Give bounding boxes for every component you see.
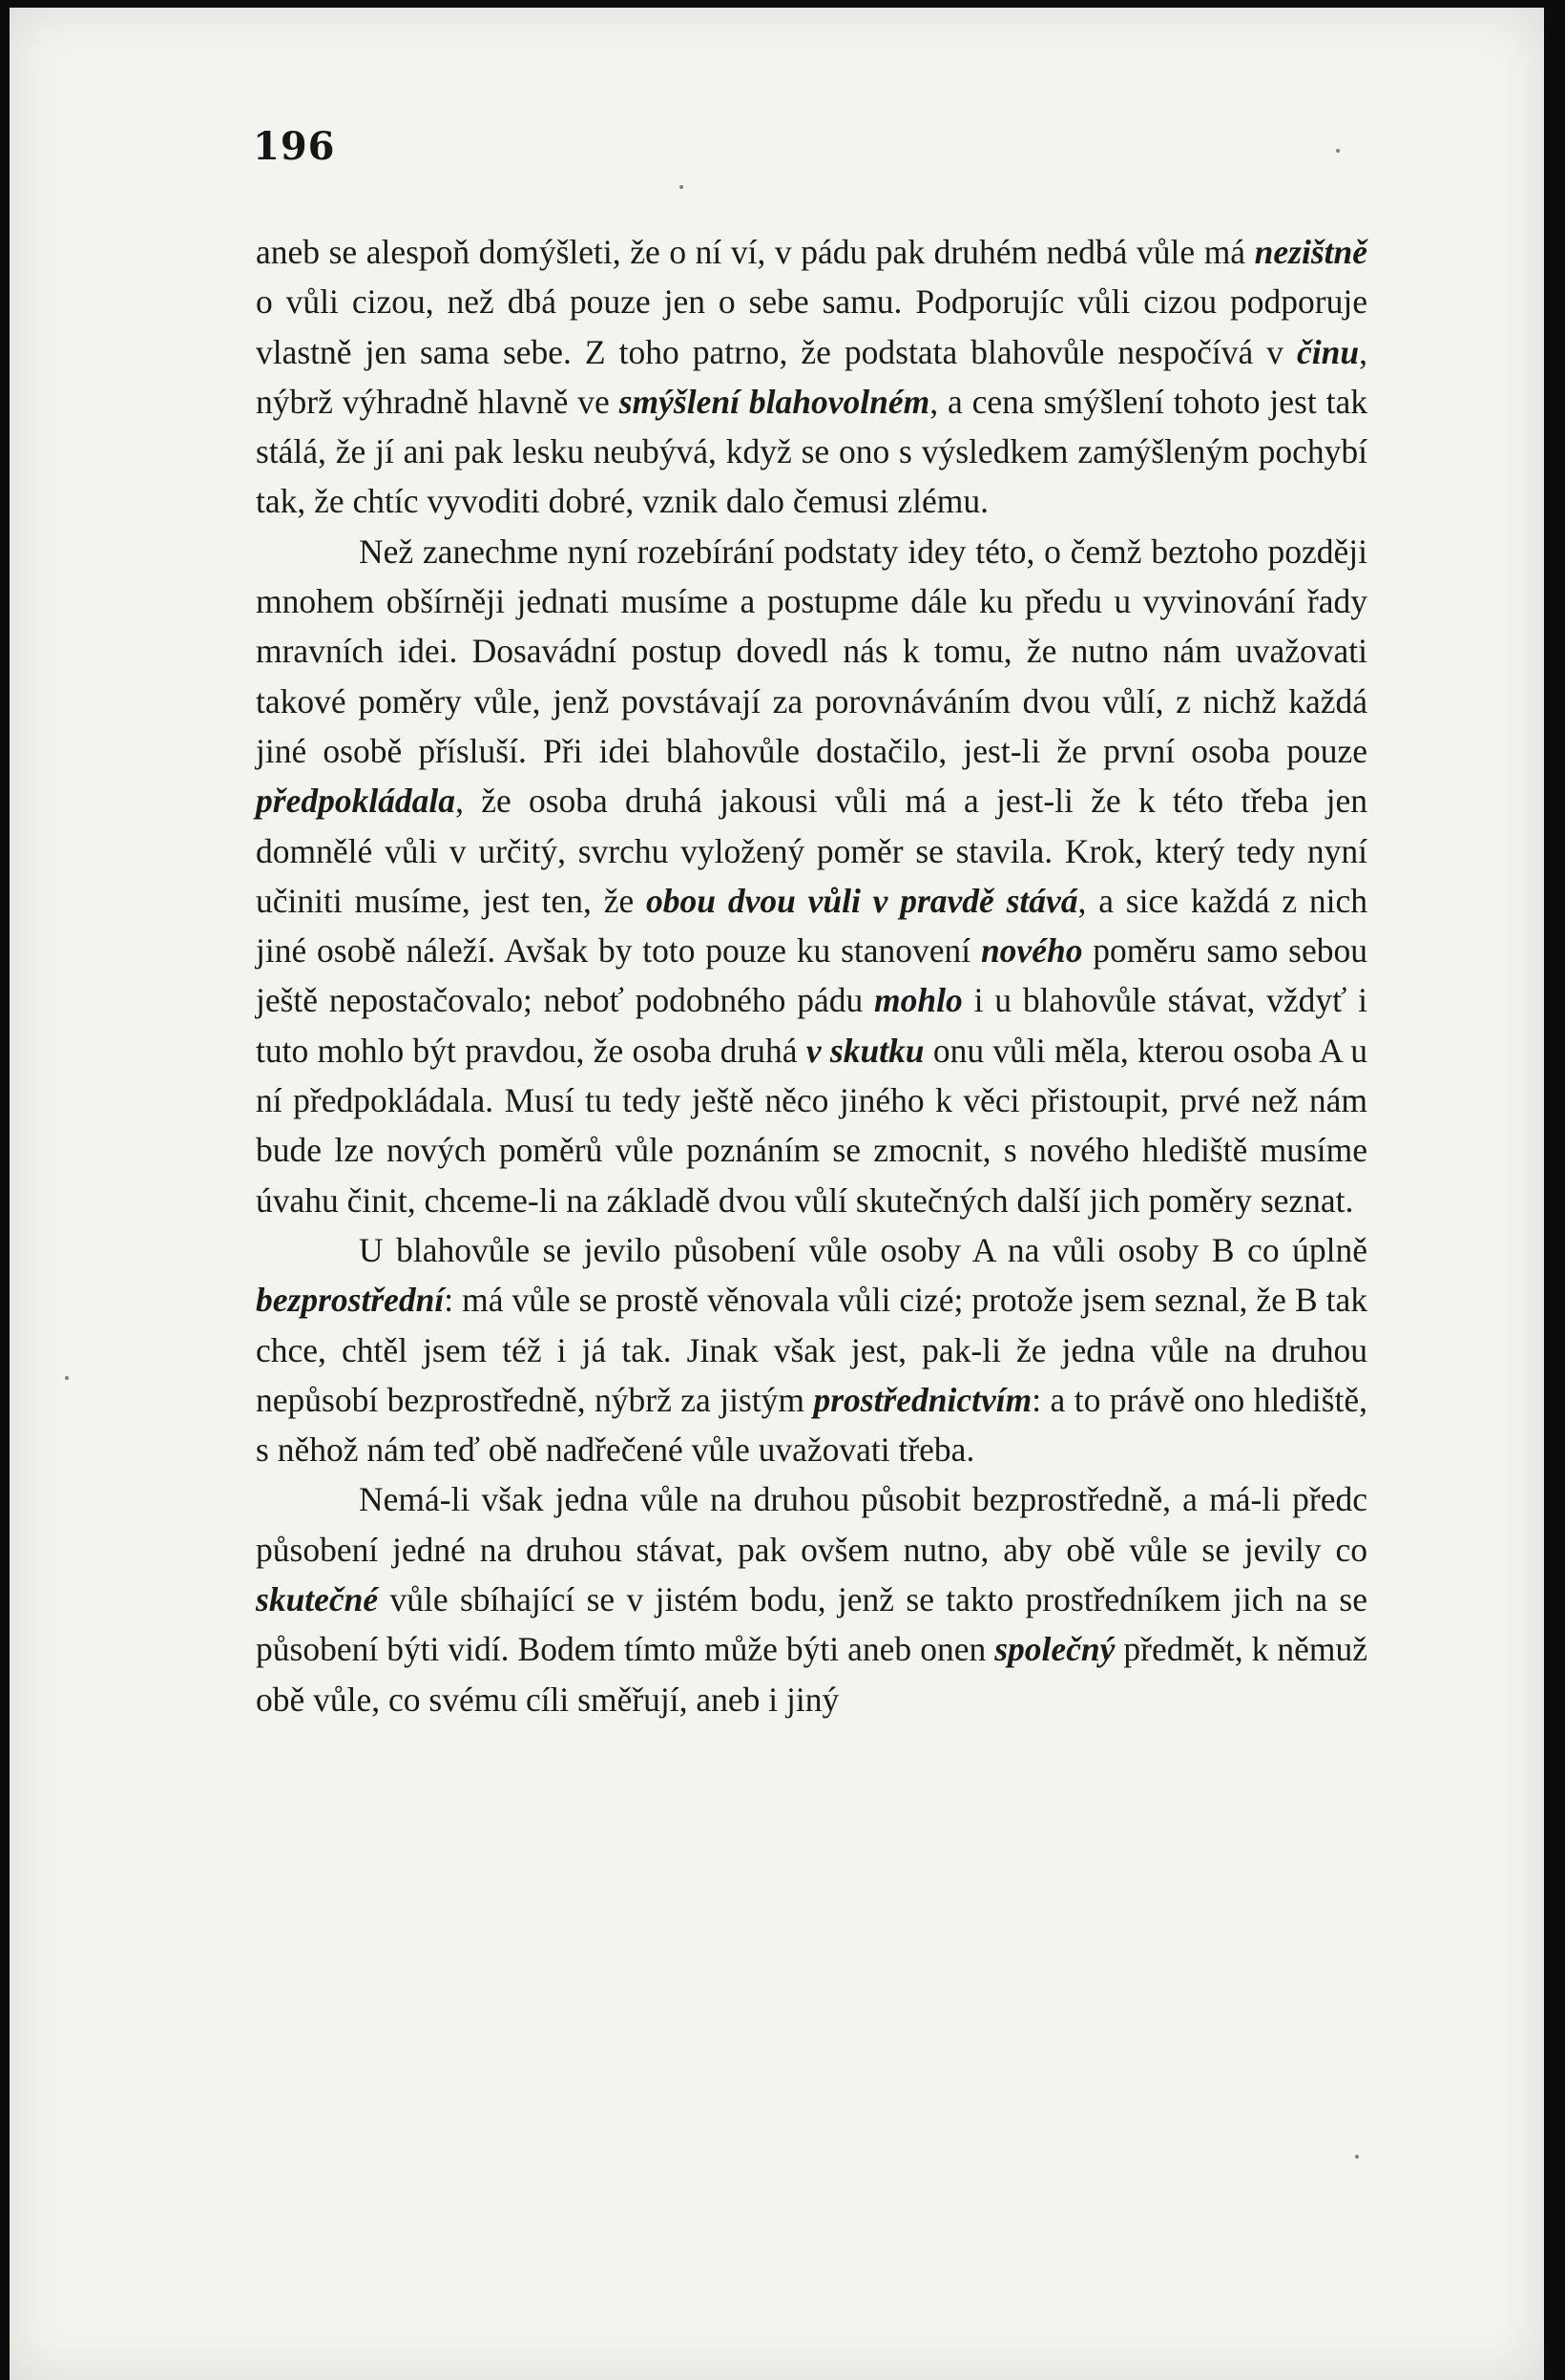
emphasized-text: skutečné	[256, 1580, 379, 1619]
text-run: o vůli cizou, než dbá pouze jen o sebe samu. Podporujíc vůli cizou podporuje vlastně jen sama sebe. Z toho patrno, že podstata blahovůle nespočívá v	[256, 282, 1367, 371]
book-page	[10, 8, 1544, 2380]
emphasized-text: smýšlení blahovolném	[618, 382, 930, 421]
text-run: onu vůli měla, kterou osoba A u ní předpokládala. Musí tu tedy ještě něco jiného k věci přistoupit, prvé než nám bude lze nových poměrů vůle poznáním se zmocnit, s nového hlediště musíme úvahu činit, chceme-li na základě dvou vůlí skutečných další jich poměry seznat.	[256, 1031, 1367, 1220]
emphasized-text: společný	[994, 1630, 1116, 1669]
text-run: , nýbrž výhradně hlavně ve	[256, 332, 1367, 421]
text-run: , a sice každá z nich jiné osobě náleží. Avšak by toto pouze ku stanovení	[256, 881, 1367, 971]
text-run: aneb se alespoň domýšleti, že o ní ví, v pádu pak druhém nedbá vůle má	[256, 233, 1255, 271]
scan-speck	[1336, 149, 1340, 153]
emphasized-text: mohlo	[874, 981, 963, 1020]
emphasized-text: předpokládala	[256, 782, 456, 821]
emphasized-text: nového	[980, 931, 1083, 971]
paragraph	[256, 1474, 1367, 1723]
paragraph	[256, 527, 1367, 1225]
emphasized-text: obou dvou vůli v pravdě stává	[646, 881, 1078, 920]
scan-speck	[679, 185, 683, 189]
text-run: : má vůle se prostě věnovala vůli cizé; protože jsem seznal, že B tak chce, chtěl jsem též i já tak. Jinak však jest, pak-li že jedna vůle na druhou nepůsobí bezprostředně, nýbrž za jistým	[256, 1281, 1367, 1419]
text-run: předmět, k němuž obě vůle, co svému cíli směřují, aneb i jiný	[256, 1630, 1368, 1719]
scan-speck	[65, 1376, 69, 1380]
text-run: U blahovůle se jevilo působení vůle osoby A na vůli osoby B co úplně	[359, 1230, 1367, 1269]
emphasized-text: činu	[1297, 332, 1360, 371]
paragraph	[256, 1225, 1367, 1474]
paragraph	[256, 227, 1367, 527]
scan-speck	[1355, 2155, 1359, 2159]
text-run: Nemá-li však jedna vůle na druhou působit bezprostředně, a má-li předc působení jedné na druhou stávat, pak ovšem nutno, aby obě vůle se jevily co	[256, 1480, 1367, 1569]
emphasized-text: nezištně	[1254, 233, 1367, 271]
text-run: vůle sbíhající se v jistém bodu, jenž se takto prostředníkem jich na se působení býti vidí. Bodem tímto může býti aneb onen	[256, 1580, 1367, 1669]
emphasized-text: v skutku	[805, 1031, 925, 1070]
emphasized-text: prostřednictvím	[813, 1380, 1033, 1419]
text-run: : a to právě ono hlediště, s něhož nám teď obě nadřečené vůle uvažovati třeba.	[256, 1380, 1367, 1470]
text-run: Než zanechme nyní rozebírání podstaty idey této, o čemž beztoho později mnohem obšírněji jednati musíme a postupme dále ku předu u vyvinování řady mravních idei. Dosavádní postup dovedl nás k tomu, že nutno nám uvažovati takové poměry vůle, jenž povstávají za porovnáváním dvou vůlí, z nichž každá jiné osobě přísluší. Při idei blahovůle dostačilo, jest-li že první osoba pouze	[256, 532, 1367, 770]
text-run: poměru samo sebou ještě nepostačovalo; neboť podobného pádu	[256, 931, 1367, 1020]
text-run: i u blahovůle stávat, vždyť i tuto mohlo být pravdou, že osoba druhá	[256, 981, 1367, 1070]
text-run: , a cena smýšlení tohoto jest tak stálá, že jí ani pak lesku neubývá, když se ono s výsledkem zamýšleným pochybí tak, že chtíc vyvoditi dobré, vznik dalo čemusi zlému.	[256, 382, 1367, 521]
page-number: 196	[253, 124, 336, 169]
emphasized-text: bezprostřední	[256, 1281, 445, 1320]
body-text	[256, 227, 1367, 1724]
text-run: , že osoba druhá jakousi vůli má a jest-li že k této třeba jen domnělé vůli v určitý, svrchu vyložený poměr se stavila. Krok, který tedy nyní učiniti musíme, jest ten, že	[256, 782, 1367, 920]
